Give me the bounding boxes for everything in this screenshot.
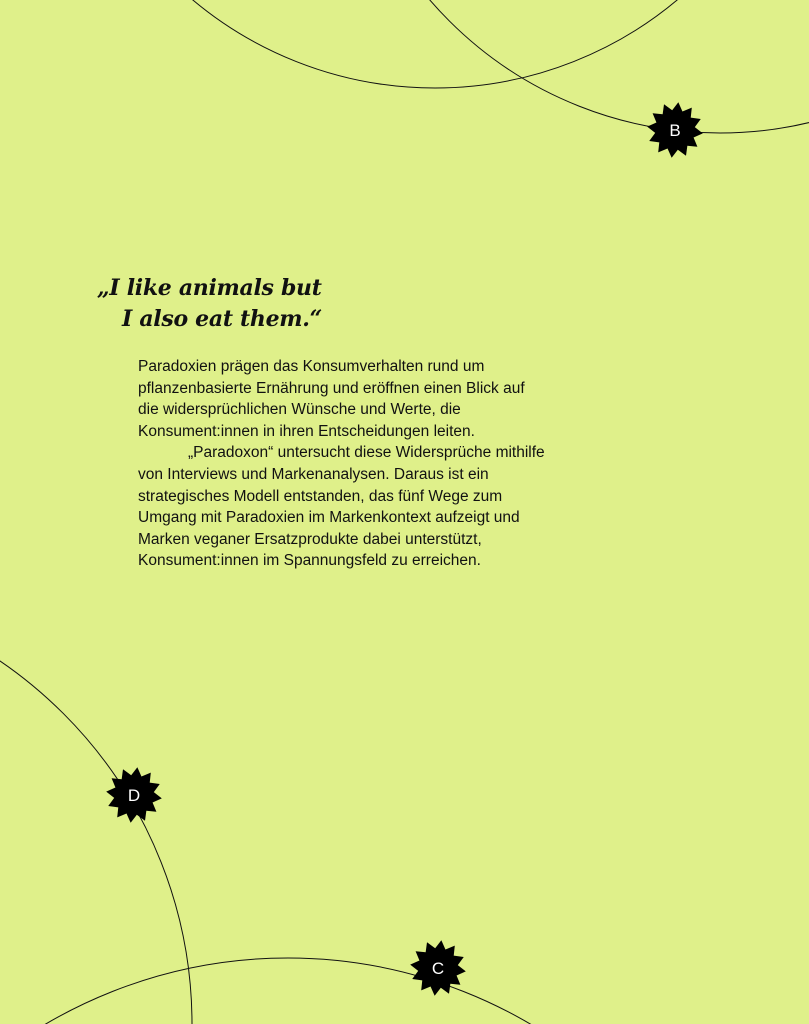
pull-quote-line-2: I also eat them.“ [122,306,323,332]
badge-d-label: D [127,786,141,805]
body-text [138,356,548,572]
circle-top-left [58,0,809,88]
circle-bottom-left [0,585,192,1024]
pull-quote-line-1: „I like animals but [97,275,322,301]
badge-c[interactable] [410,940,466,996]
paragraph-1: Paradoxien prägen das Konsumverhalten rund um pflanzenbasierte Ernährung und eröffnen einen Blick auf die widersprüchlichen Wünsche und Werte, die Konsument:innen in ihren Entscheidungen leiten. [138,358,525,440]
badge-b[interactable] [647,102,703,158]
paragraph-2: „Paradoxon“ untersucht diese Widersprüche mithilfe von Interviews und Markenanalysen. Daraus ist ein strategisches Modell entstanden, das fünf Wege zum Umgang mit Paradoxien im Markenkontext aufzeigt und Marken veganer Ersatzprodukte dabei unterstützt, Konsument:innen im Spannungsfeld zu erreichen. [138,444,545,570]
badge-b-label: B [669,121,681,140]
pull-quote [97,273,322,335]
circle-top-right [337,0,809,133]
circle-bottom-center [0,958,765,1024]
badge-c-label: C [431,959,445,978]
